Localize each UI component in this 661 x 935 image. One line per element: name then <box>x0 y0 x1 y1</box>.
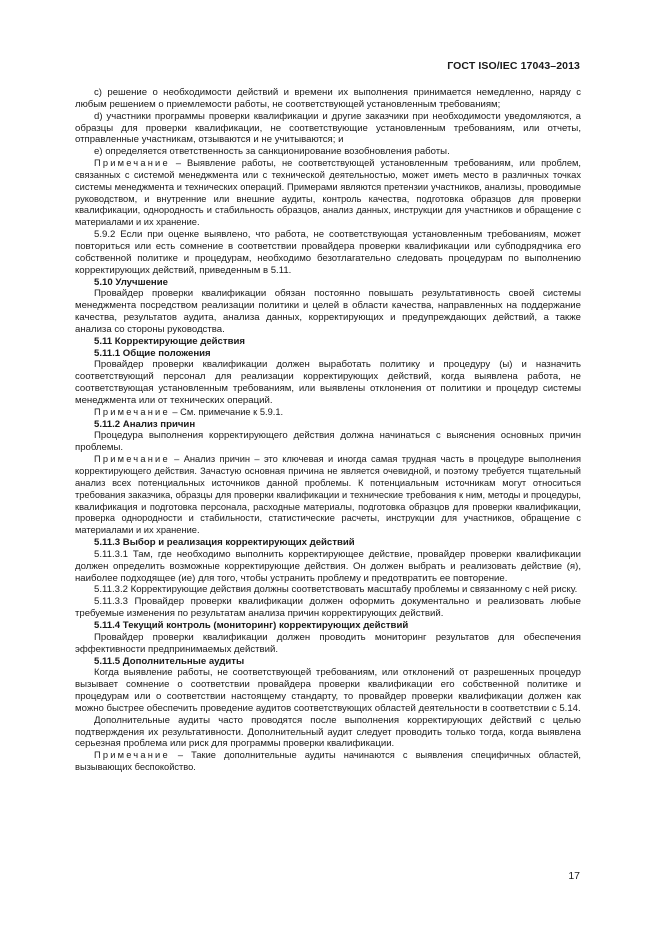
note-label: Примечание <box>94 454 170 465</box>
note-text: – Такие дополнительные аудиты начинаются с выявления специфичных областей, вызывающих беспокойство. <box>75 750 581 773</box>
note-text: – См. примечание к 5.9.1. <box>169 406 284 417</box>
section-heading: 5.11.3 Выбор и реализация корректирующих действий <box>94 537 355 549</box>
note-text: – Анализ причин – это ключевая и иногда самая трудная часть в процедуре выполнения корректирующего действия. Зачастую основная причина не является очевидной, и поэтому требуется тщательный анализ всех потенциальных источников данной проблемы. К потенциальным источникам могут относиться требования заказчика, образцы для проверки квалификации и технические требования к ним, методы и процедуры, квалификация и подготовка персонала, расходные материалы, подготовка образцов для проверки квалификации, проверка однородности и стабильности, статистические расчеты, инструкции для участников, обращение с материалами и их хранение. <box>75 454 581 536</box>
note-paragraph <box>75 158 581 229</box>
section-heading: 5.11.4 Текущий контроль (мониторинг) корректирующих действий <box>94 619 409 631</box>
body-paragraph: 5.11.3.1 Там, где необходимо выполнить корректирующее действие, провайдер проверки квалификации должен определить возможные корректирующие действия. Он должен выбрать и реализовать действие (я), наиболее подходящее (ие) для того, чтобы устранить проблему и предотвратить ее повторение. <box>75 548 581 584</box>
note-text: – Выявление работы, не соответствующей установленным требованиям, или проблем, связанных с системой менеджмента или с технической деятельностью, может иметь место в различных точках системы менеджмента и технических операций. Примерами являются претензии участников, анализы, проводимые руководством, и внутренние или внешние аудиты, контроль качества, подготовка образцов для проверки квалификации, однородность и стабильность образцов, анализ данных, инструкции для участников и обращение с материалами и их хранение. <box>75 158 581 228</box>
body-paragraph: е) определяется ответственность за санкционирование возобновления работы. <box>94 146 450 158</box>
body-paragraph: d) участники программы проверки квалификации и другие заказчики при необходимости уведомляются, а образцы для проверки квалификации, не соответствующие установленным требованиям, или отчеты, отправленные участникам, отзываются и не учитываются; и <box>75 110 581 146</box>
note-paragraph <box>75 454 581 537</box>
body-paragraph: с) решение о необходимости действий и времени их выполнения принимается немедленно, наряду с любым решением о приемлемости работы, не соответствующей установленным требованиям; <box>75 87 581 110</box>
body-paragraph: 5.11.3.2 Корректирующие действия должны соответствовать масштабу проблемы и связанному с ней риску. <box>94 584 578 596</box>
note-label: Примечание <box>94 158 170 169</box>
body-paragraph: Провайдер проверки квалификации обязан постоянно повышать результативность своей системы менеджмента посредством реализации политики и целей в области качества, направленных на поддержание качества, результатов аудита, анализа данных, корректирующих и предупреждающих действий, а также анализа со стороны руководства. <box>75 288 581 335</box>
body-paragraph: Дополнительные аудиты часто проводятся после выполнения корректирующих действий с целью подтверждения их результативности. Дополнительный аудит следует проводить только тогда, когда выявлена серьезная проблема или риск для программы проверки квалификации. <box>75 714 581 750</box>
body-paragraph: 5.11.3.3 Провайдер проверки квалификации должен оформить документально и реализовать любые требуемые изменения по результатам анализа причин корректирующих действий. <box>75 596 581 620</box>
section-heading: 5.11.2 Анализ причин <box>94 418 196 430</box>
body-paragraph: Процедура выполнения корректирующего действия должна начинаться с выяснения основных причин проблемы. <box>75 430 581 454</box>
page-number: 17 <box>568 870 580 882</box>
body-paragraph: Провайдер проверки квалификации должен проводить мониторинг результатов для обеспечения эффективности предпринимаемых действий. <box>75 631 581 655</box>
document-code-header: ГОСТ ISO/IEC 17043–2013 <box>447 60 580 72</box>
body-paragraph: Провайдер проверки квалификации должен выработать политику и процедуру (ы) и назначить соответствующий персонал для реализации корректирующих действий, когда выявлена работа, не соответствующая установленным требованиям, или выявлены отклонения от политики и процедур системы менеджмента или от технических операций. <box>75 359 581 406</box>
note-label: Примечание <box>94 750 170 761</box>
section-heading: 5.11.1 Общие положения <box>94 347 211 359</box>
section-heading: 5.11 Корректирующие действия <box>94 335 245 347</box>
body-paragraph: 5.9.2 Если при оценке выявлено, что работа, не соответствующая установленным требованиям, может повториться или есть сомнение в соответствии провайдера проверки квалификации или субподрядчика его собственной политике и процедурам, необходимо безотлагательно следовать процедурам по выполнению корректирующих действий, приведенным в 5.11. <box>75 229 581 276</box>
section-heading: 5.10 Улучшение <box>94 276 168 288</box>
note-label: Примечание <box>94 406 170 417</box>
note-paragraph <box>75 750 581 774</box>
body-paragraph: Когда выявление работы, не соответствующей требованиям, или отклонений от разрешенных процедур вызывает сомнение о соответствии провайдера проверки квалификации его собственной политике и процедурам или о соответствии настоящему стандарту, то провайдер проверки квалификации должен как можно быстрее обеспечить проведение аудитов соответствующих областей деятельности в соответствии с 5.14. <box>75 667 581 714</box>
document-body <box>75 87 581 774</box>
section-heading: 5.11.5 Дополнительные аудиты <box>94 655 245 667</box>
note-paragraph <box>75 407 581 419</box>
